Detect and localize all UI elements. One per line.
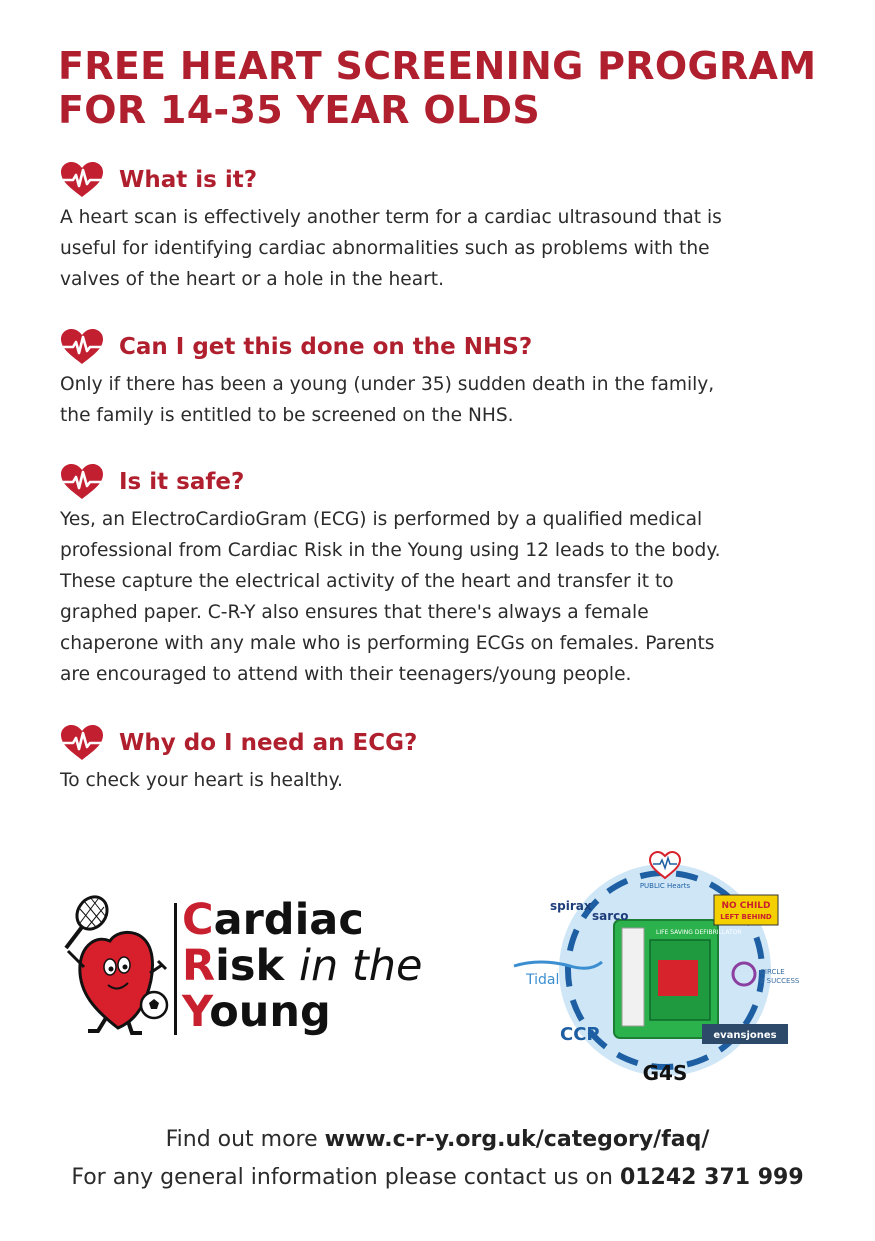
body-line: Yes, an ElectroCardioGram (ECG) is performed by a qualified medical [60,509,703,530]
body-line: graphed paper. C-R-Y also ensures that there's always a female [60,602,649,623]
body-line: These capture the electrical activity of the heart and transfer it to [60,571,674,592]
body-line: Only if there has been a young (under 35) sudden death in the family, [60,374,715,395]
sarco-logo: sarco [592,909,629,923]
heartbeat-icon [60,725,104,761]
footer-find-out-more [0,1127,875,1152]
title-line-2: FOR 14-35 YEAR OLDS [58,88,541,132]
section-body [60,765,820,796]
logo-divider [174,903,177,1035]
logo-wordmark [182,897,422,1035]
section-what-is-it [60,160,820,295]
svg-text:PUBLIC Hearts: PUBLIC Hearts [639,882,691,890]
g4s-logo [643,1061,688,1085]
svg-text:2 SUCCESS: 2 SUCCESS [760,977,800,985]
heartbeat-icon [60,162,104,198]
section-why-ecg [60,723,820,796]
body-line: are encouraged to attend with their teenagers/young people. [60,664,632,685]
svg-text:G4S: G4S [642,1061,688,1085]
ccp-logo [560,1024,600,1045]
body-line: valves of the heart or a hole in the heart. [60,269,444,290]
logo-line-young: Young [182,987,331,1037]
contact-prefix: For any general information please contact us on [71,1165,620,1190]
section-body [60,504,820,690]
cry-logo [58,893,423,1043]
logo-line-risk: Risk in the [182,941,423,991]
svg-text:LEFT BEHIND: LEFT BEHIND [720,913,772,921]
section-nhs [60,327,820,431]
svg-text:evansjones: evansjones [713,1030,777,1041]
body-line: To check your heart is healthy. [60,770,343,791]
svg-text:Tidal: Tidal [526,972,560,988]
partners-graphic [510,848,820,1088]
heart-mascot-icon [58,893,173,1038]
section-heading: Can I get this done on the NHS? [119,334,533,360]
section-heading: Why do I need an ECG? [119,730,418,756]
body-line: chaperone with any male who is performing ECGs on females. Parents [60,633,715,654]
heartbeat-icon [60,329,104,365]
cabinet-label: LIFE SAVING DEFIBRILLATOR [656,929,742,936]
section-body [60,202,820,295]
body-line: the family is entitled to be screened on the NHS. [60,405,514,426]
section-body [60,369,820,431]
svg-text:CIRCLE: CIRCLE [760,968,785,976]
svg-text:NO CHILD: NO CHILD [721,901,771,911]
footer-contact [0,1165,875,1190]
section-heading: What is it? [119,167,258,193]
spirax-logo: spirax [550,899,592,913]
heartbeat-icon [60,464,104,500]
section-heading: Is it safe? [119,469,245,495]
body-line: useful for identifying cardiac abnormalities such as problems with the [60,238,710,259]
evansjones-logo [702,1024,788,1044]
page-title [58,44,848,132]
logo-line-cardiac: Cardiac [182,895,364,945]
section-is-it-safe [60,462,820,690]
find-prefix: Find out more [165,1127,325,1152]
phone-number[interactable]: 01242 371 999 [619,1165,804,1190]
no-child-left-behind-logo [714,895,778,925]
svg-text:CCP: CCP [560,1024,600,1045]
body-line: A heart scan is effectively another term for a cardiac ultrasound that is [60,207,722,228]
title-line-1: FREE HEART SCREENING PROGRAM [58,44,817,88]
faq-link[interactable]: www.c-r-y.org.uk/category/faq/ [324,1127,710,1152]
body-line: professional from Cardiac Risk in the Young using 12 leads to the body. [60,540,721,561]
